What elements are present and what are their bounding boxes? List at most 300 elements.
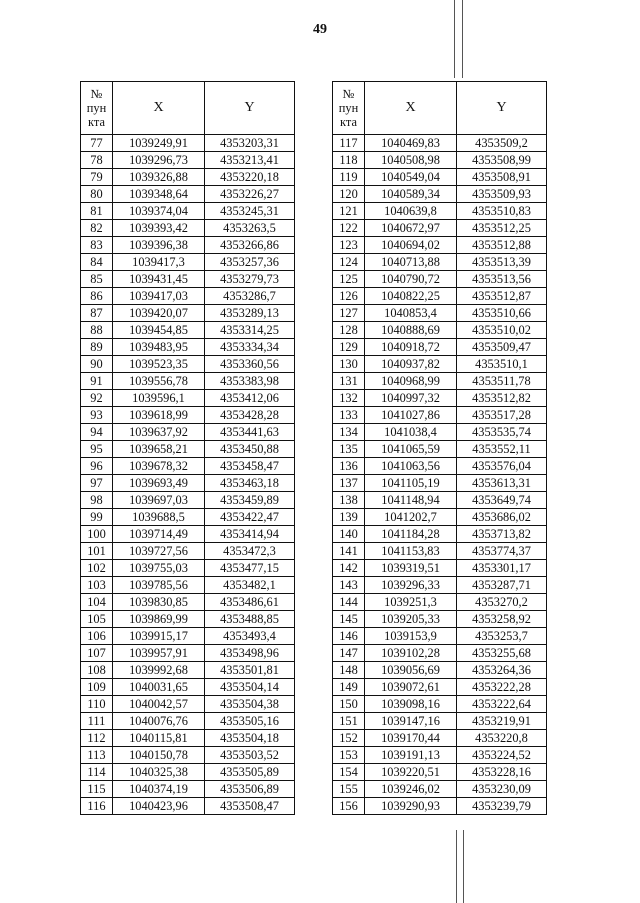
cell-x: 1039153,9 [365, 628, 457, 645]
cell-x: 1040115,81 [113, 730, 205, 747]
table-row [81, 458, 295, 475]
cell-point-number: 79 [81, 169, 113, 186]
cell-x: 1040150,78 [113, 747, 205, 764]
table-row [81, 628, 295, 645]
cell-y: 4353383,98 [205, 373, 295, 390]
cell-x: 1040374,19 [113, 781, 205, 798]
cell-y: 4353504,18 [205, 730, 295, 747]
cell-y: 4353509,93 [457, 186, 547, 203]
cell-x: 1041065,59 [365, 441, 457, 458]
scan-artifact-line [463, 830, 464, 903]
cell-y: 4353263,5 [205, 220, 295, 237]
cell-y: 4353472,3 [205, 543, 295, 560]
cell-y: 4353508,99 [457, 152, 547, 169]
cell-point-number: 105 [81, 611, 113, 628]
cell-point-number: 89 [81, 339, 113, 356]
cell-point-number: 156 [333, 798, 365, 815]
cell-point-number: 100 [81, 526, 113, 543]
cell-point-number: 81 [81, 203, 113, 220]
cell-y: 4353258,92 [457, 611, 547, 628]
table-row [333, 237, 547, 254]
cell-y: 4353414,94 [205, 526, 295, 543]
cell-y: 4353649,74 [457, 492, 547, 509]
table-row [81, 509, 295, 526]
cell-y: 4353482,1 [205, 577, 295, 594]
cell-y: 4353510,66 [457, 305, 547, 322]
cell-x: 1040042,57 [113, 696, 205, 713]
cell-point-number: 134 [333, 424, 365, 441]
cell-point-number: 129 [333, 339, 365, 356]
cell-y: 4353287,71 [457, 577, 547, 594]
cell-point-number: 97 [81, 475, 113, 492]
table-row [333, 543, 547, 560]
cell-point-number: 135 [333, 441, 365, 458]
table-row [333, 662, 547, 679]
cell-y: 4353230,09 [457, 781, 547, 798]
cell-y: 4353314,25 [205, 322, 295, 339]
cell-y: 4353334,34 [205, 339, 295, 356]
table-row [81, 169, 295, 186]
table-row [81, 254, 295, 271]
cell-x: 1039693,49 [113, 475, 205, 492]
cell-x: 1039688,5 [113, 509, 205, 526]
cell-point-number: 152 [333, 730, 365, 747]
cell-point-number: 114 [81, 764, 113, 781]
cell-point-number: 99 [81, 509, 113, 526]
cell-x: 1039170,44 [365, 730, 457, 747]
cell-y: 4353509,2 [457, 135, 547, 152]
cell-y: 4353458,47 [205, 458, 295, 475]
cell-y: 4353488,85 [205, 611, 295, 628]
cell-point-number: 138 [333, 492, 365, 509]
cell-y: 4353220,8 [457, 730, 547, 747]
table-row [333, 492, 547, 509]
cell-y: 4353511,78 [457, 373, 547, 390]
cell-y: 4353245,31 [205, 203, 295, 220]
cell-y: 4353286,7 [205, 288, 295, 305]
cell-point-number: 90 [81, 356, 113, 373]
cell-x: 1039957,91 [113, 645, 205, 662]
cell-point-number: 113 [81, 747, 113, 764]
cell-point-number: 101 [81, 543, 113, 560]
cell-x: 1039374,04 [113, 203, 205, 220]
cell-x: 1039992,68 [113, 662, 205, 679]
cell-y: 4353613,31 [457, 475, 547, 492]
cell-y: 4353503,52 [205, 747, 295, 764]
cell-y: 4353510,1 [457, 356, 547, 373]
cell-point-number: 130 [333, 356, 365, 373]
cell-point-number: 126 [333, 288, 365, 305]
table-row [81, 560, 295, 577]
cell-y: 4353450,88 [205, 441, 295, 458]
cell-y: 4353477,15 [205, 560, 295, 577]
cell-point-number: 151 [333, 713, 365, 730]
cell-x: 1041184,28 [365, 526, 457, 543]
cell-point-number: 104 [81, 594, 113, 611]
cell-point-number: 154 [333, 764, 365, 781]
cell-point-number: 82 [81, 220, 113, 237]
cell-point-number: 109 [81, 679, 113, 696]
cell-point-number: 93 [81, 407, 113, 424]
cell-x: 1039755,03 [113, 560, 205, 577]
cell-y: 4353270,2 [457, 594, 547, 611]
cell-x: 1039697,03 [113, 492, 205, 509]
table-row [81, 696, 295, 713]
cell-x: 1040031,65 [113, 679, 205, 696]
cell-point-number: 107 [81, 645, 113, 662]
cell-y: 4353504,38 [205, 696, 295, 713]
table-row [333, 628, 547, 645]
cell-point-number: 115 [81, 781, 113, 798]
cell-y: 4353219,91 [457, 713, 547, 730]
table-row [81, 764, 295, 781]
cell-x: 1039556,78 [113, 373, 205, 390]
table-row [333, 713, 547, 730]
table-row [81, 645, 295, 662]
cell-point-number: 78 [81, 152, 113, 169]
table-row [333, 271, 547, 288]
table-row [81, 305, 295, 322]
cell-x: 1040549,04 [365, 169, 457, 186]
coordinates-table-left [80, 81, 295, 815]
table-row [81, 747, 295, 764]
cell-y: 4353498,96 [205, 645, 295, 662]
cell-x: 1039319,51 [365, 560, 457, 577]
cell-point-number: 137 [333, 475, 365, 492]
cell-x: 1039056,69 [365, 662, 457, 679]
cell-point-number: 139 [333, 509, 365, 526]
table-header-row [333, 82, 547, 135]
cell-x: 1040672,97 [365, 220, 457, 237]
cell-x: 1039618,99 [113, 407, 205, 424]
table-row [81, 203, 295, 220]
table-row [333, 526, 547, 543]
cell-point-number: 77 [81, 135, 113, 152]
cell-point-number: 96 [81, 458, 113, 475]
cell-x: 1039072,61 [365, 679, 457, 696]
cell-x: 1041027,86 [365, 407, 457, 424]
table-row [333, 594, 547, 611]
cell-y: 4353257,36 [205, 254, 295, 271]
cell-x: 1040325,38 [113, 764, 205, 781]
cell-y: 4353493,4 [205, 628, 295, 645]
cell-y: 4353508,47 [205, 798, 295, 815]
cell-x: 1039417,03 [113, 288, 205, 305]
cell-point-number: 92 [81, 390, 113, 407]
cell-y: 4353222,28 [457, 679, 547, 696]
cell-y: 4353412,06 [205, 390, 295, 407]
cell-y: 4353505,89 [205, 764, 295, 781]
table-row [81, 492, 295, 509]
cell-point-number: 145 [333, 611, 365, 628]
table-row [81, 237, 295, 254]
cell-point-number: 136 [333, 458, 365, 475]
cell-y: 4353513,56 [457, 271, 547, 288]
cell-x: 1040888,69 [365, 322, 457, 339]
table-row [333, 203, 547, 220]
scan-artifact-line [456, 830, 457, 903]
table-row [81, 798, 295, 815]
cell-y: 4353535,74 [457, 424, 547, 441]
header-y: Y [205, 82, 295, 135]
cell-point-number: 144 [333, 594, 365, 611]
table-row [81, 730, 295, 747]
cell-x: 1039785,56 [113, 577, 205, 594]
cell-point-number: 103 [81, 577, 113, 594]
cell-y: 4353203,31 [205, 135, 295, 152]
cell-y: 4353224,52 [457, 747, 547, 764]
table-row [333, 747, 547, 764]
cell-y: 4353506,89 [205, 781, 295, 798]
cell-point-number: 150 [333, 696, 365, 713]
table-row [333, 577, 547, 594]
cell-y: 4353226,27 [205, 186, 295, 203]
header-x: X [113, 82, 205, 135]
cell-y: 4353512,25 [457, 220, 547, 237]
table-row [333, 254, 547, 271]
cell-x: 1039678,32 [113, 458, 205, 475]
cell-x: 1040790,72 [365, 271, 457, 288]
cell-point-number: 102 [81, 560, 113, 577]
cell-y: 4353441,63 [205, 424, 295, 441]
cell-x: 1039246,02 [365, 781, 457, 798]
table-row [333, 441, 547, 458]
cell-x: 1040937,82 [365, 356, 457, 373]
cell-y: 4353686,02 [457, 509, 547, 526]
table-row [81, 441, 295, 458]
table-row [81, 679, 295, 696]
cell-point-number: 83 [81, 237, 113, 254]
cell-y: 4353512,82 [457, 390, 547, 407]
cell-x: 1039290,93 [365, 798, 457, 815]
cell-x: 1040968,99 [365, 373, 457, 390]
cell-x: 1039191,13 [365, 747, 457, 764]
cell-y: 4353222,64 [457, 696, 547, 713]
table-row [333, 560, 547, 577]
page-number: 49 [313, 22, 327, 37]
cell-x: 1041063,56 [365, 458, 457, 475]
table-row [81, 611, 295, 628]
table-row [333, 186, 547, 203]
cell-point-number: 148 [333, 662, 365, 679]
cell-point-number: 128 [333, 322, 365, 339]
cell-y: 4353289,13 [205, 305, 295, 322]
cell-y: 4353228,16 [457, 764, 547, 781]
cell-point-number: 125 [333, 271, 365, 288]
table-row [333, 322, 547, 339]
table-row [333, 509, 547, 526]
table-row [333, 373, 547, 390]
cell-x: 1039523,35 [113, 356, 205, 373]
cell-point-number: 94 [81, 424, 113, 441]
cell-x: 1039098,16 [365, 696, 457, 713]
table-row [81, 407, 295, 424]
cell-y: 4353279,73 [205, 271, 295, 288]
table-row [333, 220, 547, 237]
table-row [81, 424, 295, 441]
table-row [81, 322, 295, 339]
table-row [81, 475, 295, 492]
cell-point-number: 142 [333, 560, 365, 577]
cell-x: 1039417,3 [113, 254, 205, 271]
header-x: X [365, 82, 457, 135]
cell-point-number: 118 [333, 152, 365, 169]
cell-y: 4353510,02 [457, 322, 547, 339]
cell-y: 4353509,47 [457, 339, 547, 356]
cell-point-number: 80 [81, 186, 113, 203]
table-row [333, 475, 547, 492]
table-row [333, 356, 547, 373]
scan-artifact-line [462, 0, 463, 78]
cell-point-number: 149 [333, 679, 365, 696]
cell-y: 4353504,14 [205, 679, 295, 696]
cell-y: 4353253,7 [457, 628, 547, 645]
cell-y: 4353501,81 [205, 662, 295, 679]
scan-artifact-line [454, 0, 455, 78]
cell-point-number: 124 [333, 254, 365, 271]
cell-point-number: 143 [333, 577, 365, 594]
cell-x: 1039420,07 [113, 305, 205, 322]
cell-y: 4353239,79 [457, 798, 547, 815]
cell-point-number: 88 [81, 322, 113, 339]
cell-y: 4353505,16 [205, 713, 295, 730]
table-row [81, 135, 295, 152]
cell-x: 1040853,4 [365, 305, 457, 322]
cell-x: 1039296,33 [365, 577, 457, 594]
cell-point-number: 132 [333, 390, 365, 407]
cell-point-number: 111 [81, 713, 113, 730]
cell-x: 1039915,17 [113, 628, 205, 645]
cell-y: 4353508,91 [457, 169, 547, 186]
cell-y: 4353220,18 [205, 169, 295, 186]
cell-x: 1039249,91 [113, 135, 205, 152]
cell-x: 1039220,51 [365, 764, 457, 781]
cell-x: 1039147,16 [365, 713, 457, 730]
cell-y: 4353552,11 [457, 441, 547, 458]
table-row [333, 679, 547, 696]
table-row [81, 220, 295, 237]
cell-x: 1041105,19 [365, 475, 457, 492]
cell-y: 4353213,41 [205, 152, 295, 169]
cell-x: 1040713,88 [365, 254, 457, 271]
cell-point-number: 147 [333, 645, 365, 662]
cell-x: 1040076,76 [113, 713, 205, 730]
table-row [81, 373, 295, 390]
cell-y: 4353459,89 [205, 492, 295, 509]
cell-point-number: 110 [81, 696, 113, 713]
cell-x: 1040639,8 [365, 203, 457, 220]
cell-point-number: 119 [333, 169, 365, 186]
cell-x: 1039348,64 [113, 186, 205, 203]
cell-point-number: 123 [333, 237, 365, 254]
cell-y: 4353360,56 [205, 356, 295, 373]
cell-x: 1040508,98 [365, 152, 457, 169]
table-row [333, 611, 547, 628]
cell-y: 4353463,18 [205, 475, 295, 492]
cell-y: 4353517,28 [457, 407, 547, 424]
cell-y: 4353264,36 [457, 662, 547, 679]
cell-x: 1039102,28 [365, 645, 457, 662]
header-point-number: № пун кта [81, 82, 113, 135]
cell-x: 1041148,94 [365, 492, 457, 509]
cell-point-number: 153 [333, 747, 365, 764]
cell-x: 1039326,88 [113, 169, 205, 186]
cell-x: 1040469,83 [365, 135, 457, 152]
cell-x: 1039714,49 [113, 526, 205, 543]
cell-x: 1039483,95 [113, 339, 205, 356]
cell-y: 4353422,47 [205, 509, 295, 526]
cell-x: 1039431,45 [113, 271, 205, 288]
cell-x: 1039454,85 [113, 322, 205, 339]
cell-x: 1039637,92 [113, 424, 205, 441]
cell-point-number: 121 [333, 203, 365, 220]
table-row [333, 305, 547, 322]
table-header-row [81, 82, 295, 135]
table-row [333, 135, 547, 152]
cell-point-number: 106 [81, 628, 113, 645]
cell-y: 4353255,68 [457, 645, 547, 662]
cell-y: 4353266,86 [205, 237, 295, 254]
cell-y: 4353576,04 [457, 458, 547, 475]
cell-point-number: 91 [81, 373, 113, 390]
cell-point-number: 127 [333, 305, 365, 322]
cell-y: 4353513,39 [457, 254, 547, 271]
cell-x: 1039393,42 [113, 220, 205, 237]
cell-point-number: 108 [81, 662, 113, 679]
table-row [333, 781, 547, 798]
cell-x: 1039205,33 [365, 611, 457, 628]
cell-point-number: 155 [333, 781, 365, 798]
coordinates-table-right [332, 81, 547, 815]
cell-x: 1041038,4 [365, 424, 457, 441]
cell-point-number: 141 [333, 543, 365, 560]
cell-y: 4353428,28 [205, 407, 295, 424]
cell-point-number: 87 [81, 305, 113, 322]
table-row [333, 798, 547, 815]
cell-y: 4353486,61 [205, 594, 295, 611]
table-row [81, 713, 295, 730]
cell-x: 1040918,72 [365, 339, 457, 356]
cell-x: 1040589,34 [365, 186, 457, 203]
cell-x: 1039727,56 [113, 543, 205, 560]
cell-x: 1040822,25 [365, 288, 457, 305]
cell-point-number: 133 [333, 407, 365, 424]
table-row [333, 645, 547, 662]
table-row [81, 390, 295, 407]
cell-point-number: 120 [333, 186, 365, 203]
cell-y: 4353301,17 [457, 560, 547, 577]
cell-x: 1040423,96 [113, 798, 205, 815]
cell-point-number: 122 [333, 220, 365, 237]
cell-point-number: 86 [81, 288, 113, 305]
cell-point-number: 146 [333, 628, 365, 645]
cell-point-number: 131 [333, 373, 365, 390]
table-row [333, 339, 547, 356]
cell-x: 1039596,1 [113, 390, 205, 407]
header-point-number: № пун кта [333, 82, 365, 135]
cell-point-number: 112 [81, 730, 113, 747]
cell-x: 1040997,32 [365, 390, 457, 407]
cell-x: 1039396,38 [113, 237, 205, 254]
cell-point-number: 140 [333, 526, 365, 543]
table-row [333, 407, 547, 424]
cell-x: 1041153,83 [365, 543, 457, 560]
table-row [81, 526, 295, 543]
table-row [333, 169, 547, 186]
table-row [81, 339, 295, 356]
table-row [333, 458, 547, 475]
cell-y: 4353510,83 [457, 203, 547, 220]
